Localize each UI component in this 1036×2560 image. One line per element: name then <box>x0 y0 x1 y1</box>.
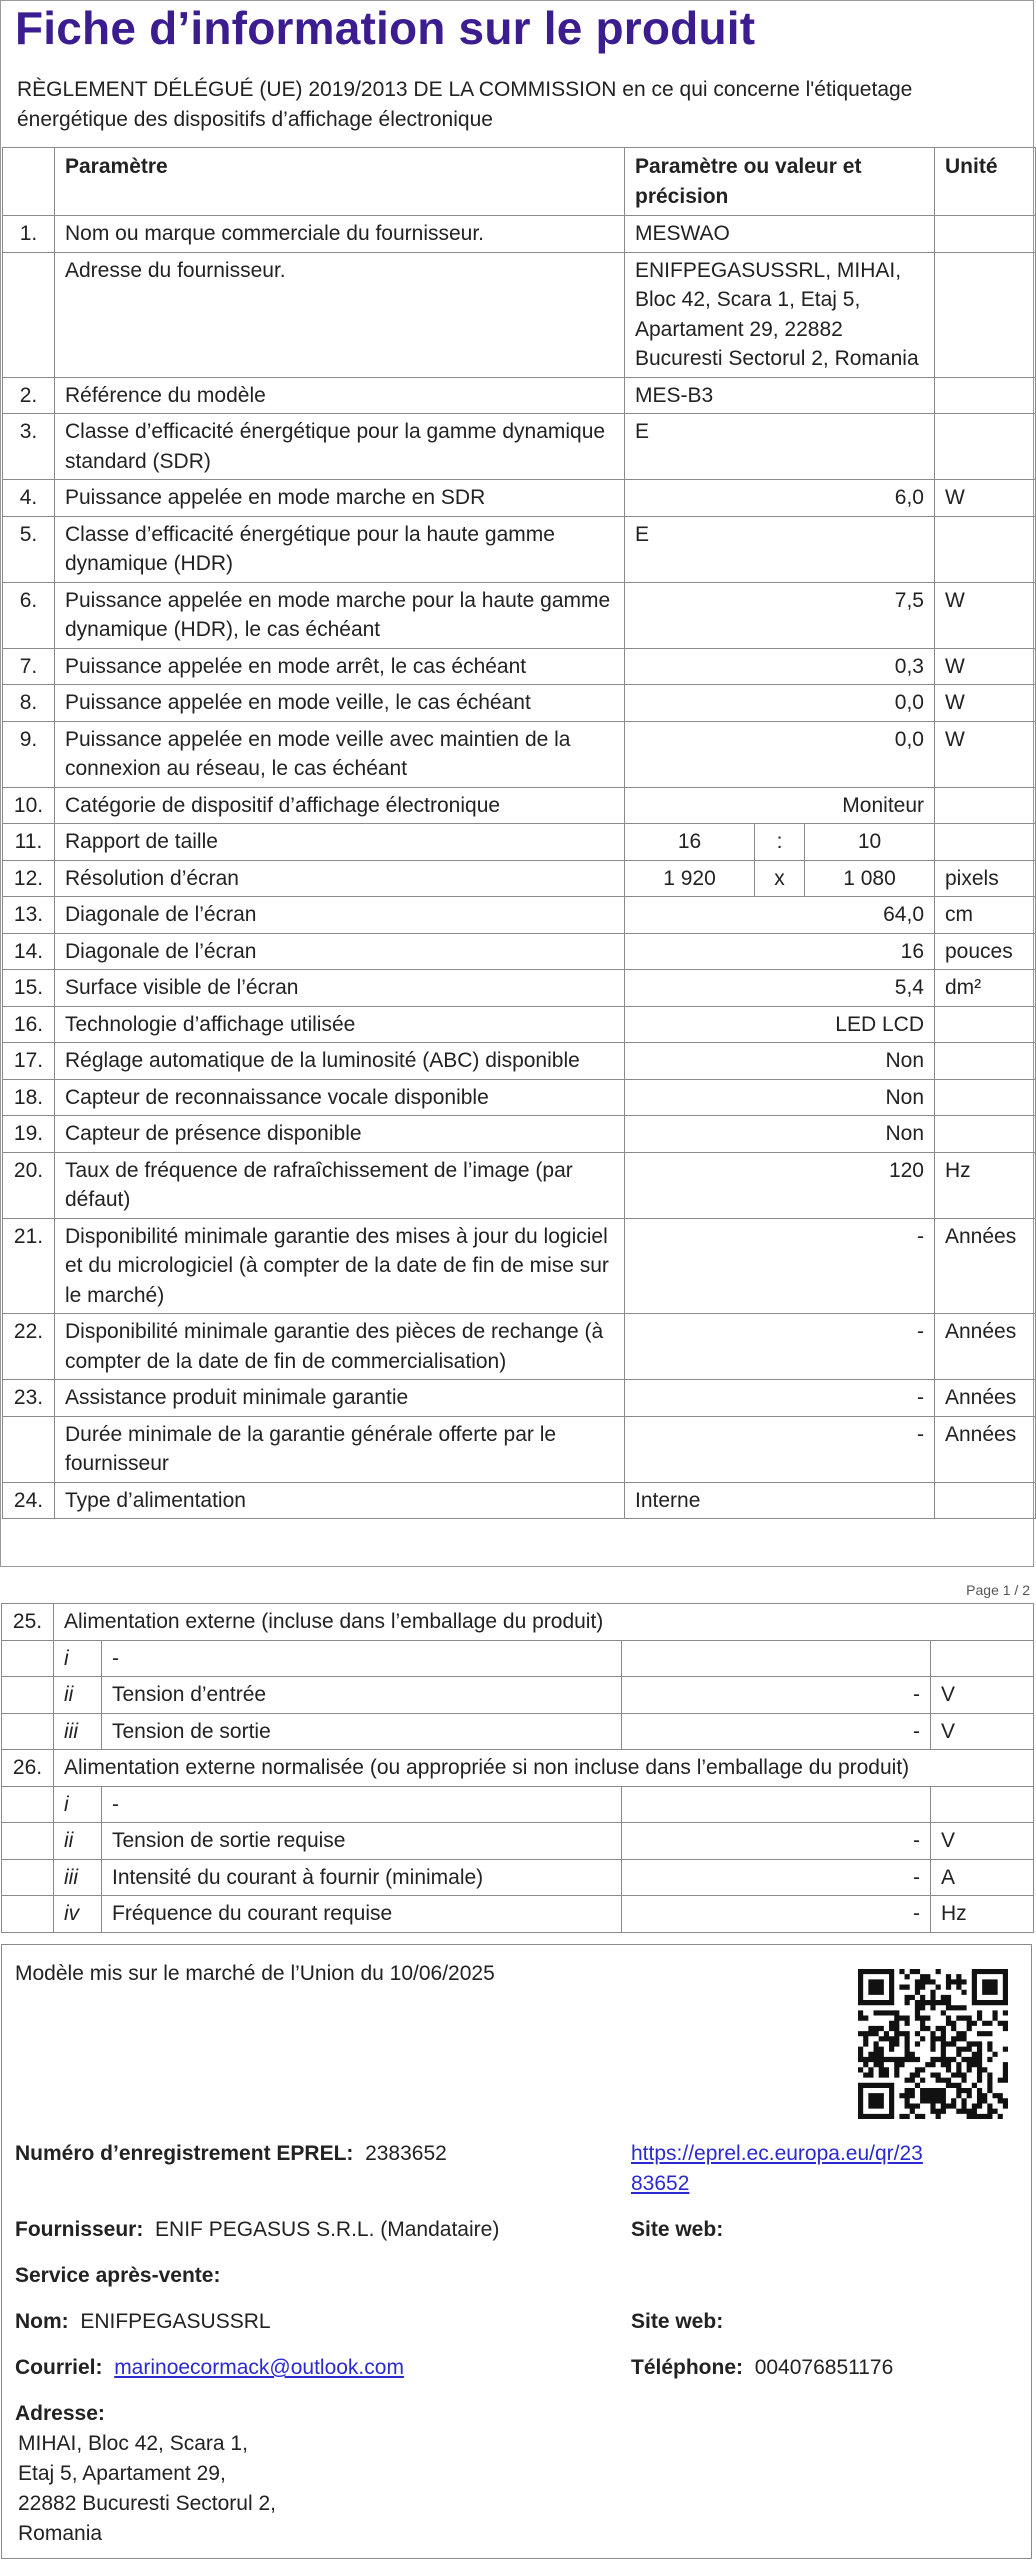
row-value: Non <box>625 1043 935 1080</box>
item-label: - <box>102 1786 622 1823</box>
row-value: 64,0 <box>625 897 935 934</box>
row-number: 8. <box>3 685 55 722</box>
table-row <box>3 480 1036 517</box>
row-unit: dm² <box>935 970 1036 1007</box>
row-number <box>3 1416 55 1482</box>
row-unit <box>935 377 1036 414</box>
item-unit: V <box>931 1677 1034 1714</box>
eprel-number: 2383652 <box>365 2142 447 2165</box>
row-number: 6. <box>3 582 55 648</box>
table-row <box>3 1079 1036 1116</box>
row-value: MESWAO <box>625 216 935 253</box>
row-value: ENIFPEGASUSSRL, MIHAI, Bloc 42, Scara 1, Etaj 5, Apartament 29, 22882 Bucuresti Sectorul 2, Romania <box>625 252 935 377</box>
row-number <box>3 252 55 377</box>
item-value: - <box>622 1677 931 1714</box>
table-row <box>3 685 1036 722</box>
item-unit <box>931 1640 1034 1677</box>
row-number: 18. <box>3 1079 55 1116</box>
row-number: 20. <box>3 1152 55 1218</box>
row-unit: cm <box>935 897 1036 934</box>
row-number: 24. <box>3 1482 55 1519</box>
address-line: Etaj 5, Apartament 29, <box>18 2462 226 2485</box>
row-value: 5,4 <box>625 970 935 1007</box>
section-header-row <box>2 1604 1034 1641</box>
item-value: - <box>622 1823 931 1860</box>
eprel-link-line-2: 83652 <box>631 2172 690 2195</box>
row-number: 5. <box>3 516 55 582</box>
row-unit: Hz <box>935 1152 1036 1218</box>
row-parameter: Capteur de reconnaissance vocale disponible <box>55 1079 625 1116</box>
row-number: 12. <box>3 860 55 897</box>
table-row <box>3 1218 1036 1314</box>
table-row <box>2 1823 1034 1860</box>
address-line: MIHAI, Bloc 42, Scara 1, <box>18 2432 248 2455</box>
row-value-separator: : <box>755 824 805 861</box>
empty-cell <box>2 1640 54 1677</box>
item-index: i <box>54 1640 102 1677</box>
table-row <box>3 860 1036 897</box>
row-value: 120 <box>625 1152 935 1218</box>
regulation-subtitle: RÈGLEMENT DÉLÉGUÉ (UE) 2019/2013 DE LA COMMISSION en ce qui concerne l'étiquetage énergétique des dispositifs d’affichage électronique <box>17 78 913 131</box>
row-value: Moniteur <box>625 787 935 824</box>
supplier <box>15 2215 499 2245</box>
table-row <box>2 1786 1034 1823</box>
row-parameter: Capteur de présence disponible <box>55 1116 625 1153</box>
row-unit: Années <box>935 1416 1036 1482</box>
item-unit <box>931 1786 1034 1823</box>
empty-cell <box>2 1677 54 1714</box>
row-parameter: Référence du modèle <box>55 377 625 414</box>
row-parameter: Taux de fréquence de rafraîchissement de l’image (par défaut) <box>55 1152 625 1218</box>
row-value: 6,0 <box>625 480 935 517</box>
table-row <box>3 216 1036 253</box>
table-row <box>3 1416 1036 1482</box>
service-label: Service après-vente: <box>15 2264 221 2287</box>
row-unit: pixels <box>935 860 1036 897</box>
row-number: 23. <box>3 1380 55 1417</box>
row-unit: Années <box>935 1218 1036 1314</box>
eprel-link-line-1: https://eprel.ec.europa.eu/qr/23 <box>631 2142 923 2165</box>
row-value: 0,3 <box>625 648 935 685</box>
table-row <box>3 1380 1036 1417</box>
row-number: 10. <box>3 787 55 824</box>
row-parameter: Adresse du fournisseur. <box>55 252 625 377</box>
row-number: 19. <box>3 1116 55 1153</box>
table-row <box>3 1482 1036 1519</box>
table-row <box>3 970 1036 1007</box>
row-unit <box>935 252 1036 377</box>
row-value: - <box>625 1416 935 1482</box>
row-unit: pouces <box>935 933 1036 970</box>
row-parameter: Puissance appelée en mode marche en SDR <box>55 480 625 517</box>
item-value <box>622 1640 931 1677</box>
row-number: 7. <box>3 648 55 685</box>
row-value: Non <box>625 1116 935 1153</box>
table-row <box>2 1859 1034 1896</box>
row-unit <box>935 1116 1036 1153</box>
row-number: 11. <box>3 824 55 861</box>
row-number: 13. <box>3 897 55 934</box>
row-parameter: Réglage automatique de la luminosité (ABC) disponible <box>55 1043 625 1080</box>
row-unit <box>935 1043 1036 1080</box>
table-row <box>3 516 1036 582</box>
table-row <box>3 648 1036 685</box>
row-number: 21. <box>3 1218 55 1314</box>
table-header-row <box>3 148 1036 216</box>
row-parameter: Catégorie de dispositif d’affichage électronique <box>55 787 625 824</box>
address-line: Romania <box>18 2522 103 2545</box>
item-unit: V <box>931 1713 1034 1750</box>
parameters-table <box>2 147 1036 1519</box>
row-number: 1. <box>3 216 55 253</box>
row-unit: W <box>935 685 1036 722</box>
row-parameter: Rapport de taille <box>55 824 625 861</box>
row-parameter: Surface visible de l’écran <box>55 970 625 1007</box>
header-value: Paramètre ou valeur et précision <box>625 148 935 216</box>
row-value-b: 10 <box>805 824 935 861</box>
row-value: MES-B3 <box>625 377 935 414</box>
row-value: 7,5 <box>625 582 935 648</box>
header-parameter: Paramètre <box>55 148 625 216</box>
row-value-a: 1 920 <box>625 860 755 897</box>
item-value <box>622 1786 931 1823</box>
item-index: ii <box>54 1823 102 1860</box>
item-index: iii <box>54 1859 102 1896</box>
table-row <box>3 1006 1036 1043</box>
row-parameter: Technologie d’affichage utilisée <box>55 1006 625 1043</box>
item-value: - <box>622 1896 931 1933</box>
row-unit <box>935 1079 1036 1116</box>
power-supply-table <box>1 1603 1034 1933</box>
supplier-label: Fournisseur: <box>15 2218 144 2241</box>
table-row <box>3 1043 1036 1080</box>
item-index: i <box>54 1786 102 1823</box>
row-number: 4. <box>3 480 55 517</box>
empty-cell <box>2 1896 54 1933</box>
row-parameter: Puissance appelée en mode veille avec maintien de la connexion au réseau, le cas échéant <box>55 721 625 787</box>
section-header-row <box>2 1750 1034 1787</box>
eprel-link-block <box>631 2139 923 2199</box>
row-parameter: Diagonale de l’écran <box>55 933 625 970</box>
row-parameter: Diagonale de l’écran <box>55 897 625 934</box>
eprel-label: Numéro d’enregistrement EPREL: <box>15 2142 354 2165</box>
table-row <box>3 1116 1036 1153</box>
section-number: 26. <box>2 1750 54 1787</box>
row-unit <box>935 824 1036 861</box>
row-value: E <box>625 516 935 582</box>
address-line: 22882 Bucuresti Sectorul 2, <box>18 2492 276 2515</box>
empty-cell <box>2 1823 54 1860</box>
row-value: LED LCD <box>625 1006 935 1043</box>
row-value-a: 16 <box>625 824 755 861</box>
footer-info-box <box>1 1944 1032 2559</box>
empty-cell <box>2 1713 54 1750</box>
row-value-separator: x <box>755 860 805 897</box>
name-label: Nom: <box>15 2310 69 2333</box>
table-row <box>2 1713 1034 1750</box>
row-unit: W <box>935 480 1036 517</box>
row-value: - <box>625 1314 935 1380</box>
website-label-1: Site web: <box>631 2218 724 2241</box>
row-unit: W <box>935 721 1036 787</box>
section-title: Alimentation externe (incluse dans l’emballage du produit) <box>54 1604 1034 1641</box>
row-parameter: Puissance appelée en mode marche pour la haute gamme dynamique (HDR), le cas échéant <box>55 582 625 648</box>
row-parameter: Nom ou marque commerciale du fournisseur. <box>55 216 625 253</box>
row-parameter: Classe d’efficacité énergétique pour la haute gamme dynamique (HDR) <box>55 516 625 582</box>
row-number: 14. <box>3 933 55 970</box>
empty-cell <box>2 1859 54 1896</box>
table-row <box>2 1677 1034 1714</box>
row-parameter: Disponibilité minimale garantie des mises à jour du logiciel et du micrologiciel (à compter de la date de fin de mise sur le marché) <box>55 1218 625 1314</box>
item-label: - <box>102 1640 622 1677</box>
row-unit <box>935 516 1036 582</box>
row-value: E <box>625 414 935 480</box>
row-unit: Années <box>935 1380 1036 1417</box>
qr-code-icon[interactable] <box>858 1969 1008 2119</box>
table-row <box>3 721 1036 787</box>
address-label: Adresse: <box>15 2402 105 2425</box>
row-unit <box>935 216 1036 253</box>
service-email <box>15 2353 404 2383</box>
market-date: Modèle mis sur le marché de l’Union du 10/06/2025 <box>15 1962 495 1985</box>
email-link[interactable]: marinoecormack@outlook.com <box>114 2356 404 2379</box>
item-value: - <box>622 1859 931 1896</box>
row-number: 3. <box>3 414 55 480</box>
table-row <box>3 933 1036 970</box>
item-unit: V <box>931 1823 1034 1860</box>
section-number: 25. <box>2 1604 54 1641</box>
row-value: - <box>625 1380 935 1417</box>
row-parameter: Type d’alimentation <box>55 1482 625 1519</box>
email-label: Courriel: <box>15 2356 103 2379</box>
row-value: 0,0 <box>625 721 935 787</box>
row-value: Non <box>625 1079 935 1116</box>
row-number: 17. <box>3 1043 55 1080</box>
row-unit: Années <box>935 1314 1036 1380</box>
row-parameter: Durée minimale de la garantie générale offerte par le fournisseur <box>55 1416 625 1482</box>
row-number: 16. <box>3 1006 55 1043</box>
phone-label: Téléphone: <box>631 2356 744 2379</box>
row-unit <box>935 787 1036 824</box>
row-value: - <box>625 1218 935 1314</box>
row-unit <box>935 1006 1036 1043</box>
row-number: 22. <box>3 1314 55 1380</box>
item-label: Intensité du courant à fournir (minimale) <box>102 1859 622 1896</box>
row-unit: W <box>935 648 1036 685</box>
item-label: Tension de sortie requise <box>102 1823 622 1860</box>
website-label-2: Site web: <box>631 2310 724 2333</box>
row-unit: W <box>935 582 1036 648</box>
row-parameter: Puissance appelée en mode arrêt, le cas échéant <box>55 648 625 685</box>
table-row <box>3 1314 1036 1380</box>
eprel-link[interactable] <box>631 2142 923 2195</box>
item-index: iii <box>54 1713 102 1750</box>
row-unit <box>935 1482 1036 1519</box>
item-label: Fréquence du courant requise <box>102 1896 622 1933</box>
service-name <box>15 2307 271 2337</box>
table-row <box>3 824 1036 861</box>
item-label: Tension de sortie <box>102 1713 622 1750</box>
row-value: 16 <box>625 933 935 970</box>
row-value: 0,0 <box>625 685 935 722</box>
item-unit: Hz <box>931 1896 1034 1933</box>
page-title: Fiche d’information sur le produit <box>15 2 756 54</box>
table-row <box>3 414 1036 480</box>
item-index: iv <box>54 1896 102 1933</box>
row-parameter: Disponibilité minimale garantie des pièces de rechange (à compter de la date de fin de commercialisation) <box>55 1314 625 1380</box>
row-parameter: Puissance appelée en mode veille, le cas échéant <box>55 685 625 722</box>
table-row <box>2 1896 1034 1933</box>
table-row <box>3 787 1036 824</box>
row-number: 15. <box>3 970 55 1007</box>
name-value: ENIFPEGASUSSRL <box>80 2310 271 2333</box>
item-unit: A <box>931 1859 1034 1896</box>
row-number: 9. <box>3 721 55 787</box>
item-label: Tension d’entrée <box>102 1677 622 1714</box>
row-unit <box>935 414 1036 480</box>
page-number: Page 1 / 2 <box>966 1582 1030 1598</box>
table-row <box>3 582 1036 648</box>
header-unit: Unité <box>935 148 1036 216</box>
table-row <box>2 1640 1034 1677</box>
header-num <box>3 148 55 216</box>
service-phone <box>631 2353 893 2383</box>
row-value: Interne <box>625 1482 935 1519</box>
section-title: Alimentation externe normalisée (ou appropriée si non incluse dans l’emballage du produit) <box>54 1750 1034 1787</box>
row-number: 2. <box>3 377 55 414</box>
item-value: - <box>622 1713 931 1750</box>
row-parameter: Résolution d’écran <box>55 860 625 897</box>
row-value-b: 1 080 <box>805 860 935 897</box>
item-index: ii <box>54 1677 102 1714</box>
phone-value: 004076851176 <box>754 2356 894 2379</box>
row-parameter: Assistance produit minimale garantie <box>55 1380 625 1417</box>
table-row <box>3 377 1036 414</box>
table-row <box>3 1152 1036 1218</box>
eprel-registration <box>15 2139 447 2169</box>
table-row <box>3 897 1036 934</box>
row-parameter: Classe d’efficacité énergétique pour la gamme dynamique standard (SDR) <box>55 414 625 480</box>
empty-cell <box>2 1786 54 1823</box>
table-row <box>3 252 1036 377</box>
supplier-value: ENIF PEGASUS S.R.L. (Mandataire) <box>155 2218 500 2241</box>
